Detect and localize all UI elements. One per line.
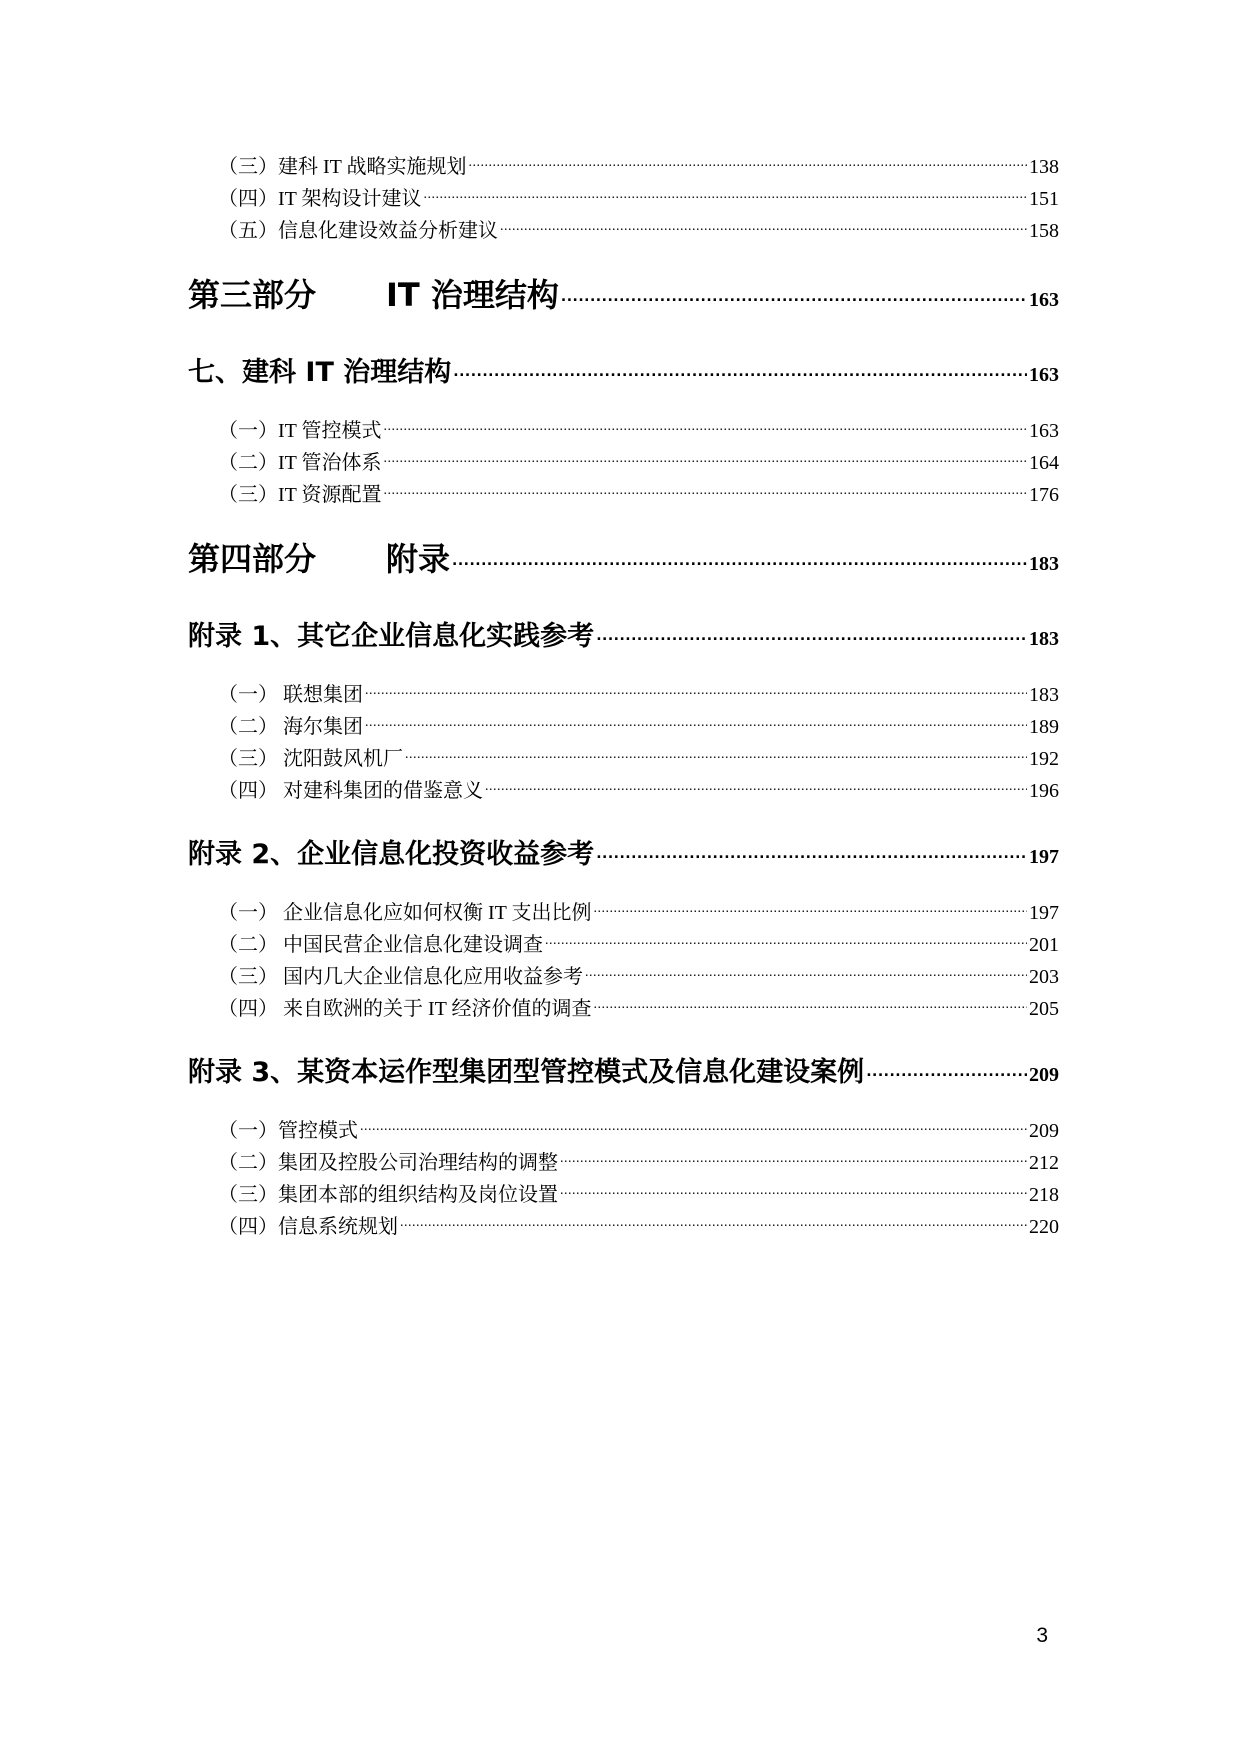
toc-entry[interactable] — [188, 742, 1059, 771]
dot-leader — [384, 449, 1027, 469]
toc-chapter-title: 附录 1、其它企业信息化实践参考 — [188, 621, 595, 652]
dot-leader — [384, 417, 1027, 437]
part-label: 第四部分 — [188, 540, 317, 578]
toc-entry-title: （四） 对建科集团的借鉴意义 — [218, 780, 483, 802]
toc-entry-title: （二）IT 管治体系 — [218, 452, 382, 474]
toc-entry-title: （四）信息系统规划 — [218, 1216, 398, 1238]
toc-entry-title: （三） 国内几大企业信息化应用收益参考 — [218, 966, 583, 988]
toc-entry-page: 138 — [1029, 156, 1059, 178]
dot-leader — [452, 538, 1027, 570]
toc-entry-title: （三） 沈阳鼓风机厂 — [218, 748, 403, 770]
dot-leader — [485, 777, 1027, 797]
toc-entry-page: 203 — [1029, 966, 1059, 988]
toc-part-title — [188, 534, 450, 580]
toc-entry-page: 209 — [1029, 1120, 1059, 1142]
dot-leader — [585, 963, 1027, 983]
toc-entry[interactable] — [188, 1178, 1059, 1207]
toc-chapter-title: 七、建科 IT 治理结构 — [188, 357, 452, 388]
toc-chapter-entry[interactable] — [188, 350, 1059, 389]
toc-entry-page: 189 — [1029, 716, 1059, 738]
toc-entry[interactable] — [188, 414, 1059, 443]
toc-entry-title: （五）信息化建设效益分析建议 — [218, 220, 498, 242]
toc-entry-page: 196 — [1029, 780, 1059, 802]
toc-entry[interactable] — [188, 928, 1059, 957]
dot-leader — [400, 1213, 1027, 1233]
toc-entry-page: 218 — [1029, 1184, 1059, 1206]
toc-entry[interactable] — [188, 478, 1059, 507]
toc-entry-title: （四）IT 架构设计建议 — [218, 188, 422, 210]
toc-entry[interactable] — [188, 150, 1059, 179]
toc-entry-page: 197 — [1029, 846, 1059, 868]
dot-leader — [365, 713, 1027, 733]
toc-part-entry[interactable] — [188, 534, 1059, 580]
toc-entry-page: 158 — [1029, 220, 1059, 242]
toc-entry[interactable] — [188, 710, 1059, 739]
dot-leader — [469, 153, 1027, 173]
toc-entry[interactable] — [188, 678, 1059, 707]
toc-entry[interactable] — [188, 1114, 1059, 1143]
part-name: 附录 — [386, 540, 451, 578]
dot-leader — [596, 618, 1027, 645]
toc-entry-title: （三）建科 IT 战略实施规划 — [218, 156, 467, 178]
toc-entry-page: 192 — [1029, 748, 1059, 770]
toc-entry-title: （三）集团本部的组织结构及岗位设置 — [218, 1184, 558, 1206]
toc-entry-page: 163 — [1029, 420, 1059, 442]
toc-entry-page: 163 — [1029, 289, 1059, 311]
dot-leader — [384, 481, 1027, 501]
toc-entry-title: （二） 中国民营企业信息化建设调查 — [218, 934, 543, 956]
part-name: IT 治理结构 — [386, 276, 559, 314]
dot-leader — [500, 217, 1027, 237]
toc-entry-page: 176 — [1029, 484, 1059, 506]
toc-entry-page: 163 — [1029, 364, 1059, 386]
toc-entry-title: （一）IT 管控模式 — [218, 420, 382, 442]
dot-leader — [594, 995, 1027, 1015]
toc-entry[interactable] — [188, 1146, 1059, 1175]
dot-leader — [365, 681, 1027, 701]
page-number: 3 — [1036, 1624, 1048, 1647]
dot-leader — [866, 1054, 1027, 1081]
toc-entry-title: （一）管控模式 — [218, 1120, 358, 1142]
toc-entry-page: 197 — [1029, 902, 1059, 924]
toc-part-entry[interactable] — [188, 270, 1059, 316]
toc-entry[interactable] — [188, 1210, 1059, 1239]
toc-chapter-entry[interactable] — [188, 614, 1059, 653]
dot-leader — [560, 1149, 1027, 1169]
toc-entry[interactable] — [188, 960, 1059, 989]
toc-part-title — [188, 270, 559, 316]
toc-entry-page: 201 — [1029, 934, 1059, 956]
toc-entry[interactable] — [188, 774, 1059, 803]
part-label: 第三部分 — [188, 276, 317, 314]
toc-entry-title: （四） 来自欧洲的关于 IT 经济价值的调查 — [218, 998, 592, 1020]
toc-entry-title: （二） 海尔集团 — [218, 716, 363, 738]
toc-entry[interactable] — [188, 896, 1059, 925]
dot-leader — [360, 1117, 1027, 1137]
toc-entry-title: （一） 联想集团 — [218, 684, 363, 706]
toc-entry-page: 164 — [1029, 452, 1059, 474]
dot-leader — [560, 1181, 1027, 1201]
dot-leader — [453, 354, 1027, 381]
toc-entry-title: （三）IT 资源配置 — [218, 484, 382, 506]
toc-chapter-title: 附录 2、企业信息化投资收益参考 — [188, 839, 595, 870]
dot-leader — [594, 899, 1027, 919]
toc-entry-title: （二）集团及控股公司治理结构的调整 — [218, 1152, 558, 1174]
toc-entry[interactable] — [188, 182, 1059, 211]
toc-entry-page: 209 — [1029, 1064, 1059, 1086]
toc-entry-page: 212 — [1029, 1152, 1059, 1174]
toc-entry-page: 151 — [1029, 188, 1059, 210]
toc-entry-page: 220 — [1029, 1216, 1059, 1238]
toc-entry-page: 205 — [1029, 998, 1059, 1020]
toc-entry-page: 183 — [1029, 684, 1059, 706]
toc-chapter-entry[interactable] — [188, 832, 1059, 871]
dot-leader — [405, 745, 1027, 765]
toc-chapter-entry[interactable] — [188, 1050, 1059, 1089]
toc-entry-title: （一） 企业信息化应如何权衡 IT 支出比例 — [218, 902, 592, 924]
dot-leader — [424, 185, 1027, 205]
toc-entry-page: 183 — [1029, 628, 1059, 650]
dot-leader — [596, 836, 1027, 863]
dot-leader — [545, 931, 1027, 951]
toc-entry-page: 183 — [1029, 553, 1059, 575]
dot-leader — [561, 274, 1027, 306]
toc-entry[interactable] — [188, 446, 1059, 475]
toc-chapter-title: 附录 3、某资本运作型集团型管控模式及信息化建设案例 — [188, 1057, 865, 1088]
toc-entry[interactable] — [188, 992, 1059, 1021]
toc-entry[interactable] — [188, 214, 1059, 243]
